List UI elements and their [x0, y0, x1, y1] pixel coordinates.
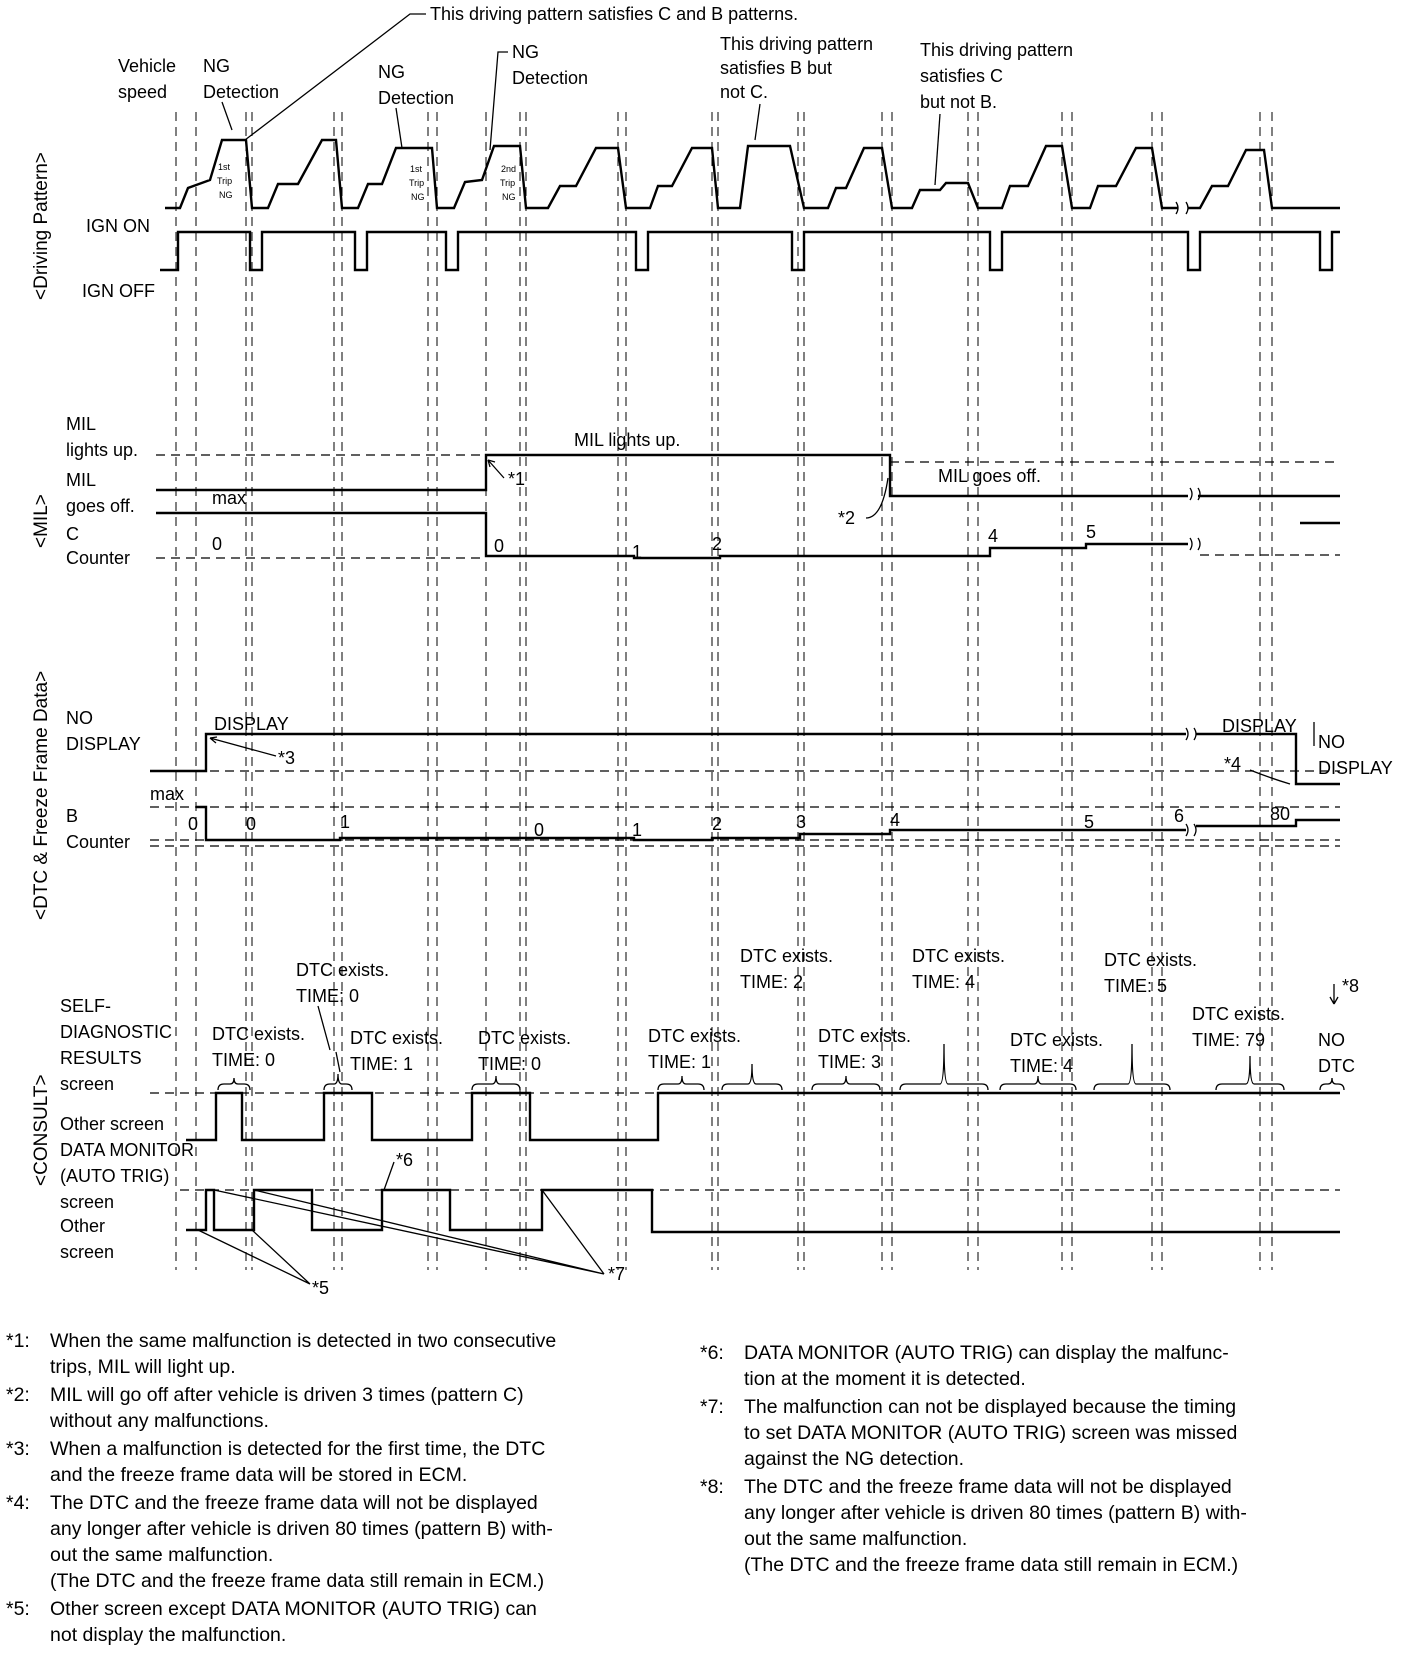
star-6: *6 — [396, 1150, 414, 1170]
mil-lights-up-label: MIL — [66, 414, 97, 434]
axis-break-icon — [1190, 488, 1200, 550]
b-counter-value: 3 — [796, 812, 807, 832]
footnote-line: The DTC and the freeze frame data will not be displayed — [744, 1476, 1232, 1498]
ng-detection-1: Detection — [203, 82, 280, 102]
b-counter-trace — [196, 807, 1340, 840]
footnote-key: *7: — [700, 1396, 724, 1418]
star4-leader — [1250, 770, 1290, 784]
footnote-line: not display the malfunction. — [50, 1624, 287, 1646]
footnote — [6, 1436, 666, 1488]
no-display-label: DISPLAY — [66, 734, 141, 754]
mil-section-label: <MIL> — [31, 494, 52, 548]
b-counter-value: 0 — [246, 814, 257, 834]
star6-leader — [384, 1162, 394, 1190]
star8-arrow — [1330, 984, 1338, 1004]
display-right-label: DISPLAY — [1222, 716, 1297, 736]
dtc-exists-label: DTC exists. — [212, 1024, 306, 1044]
dtc-exists-label: TIME: 3 — [818, 1052, 882, 1072]
dtc-exists-label: DTC exists. — [912, 946, 1006, 966]
footnote-line: any longer after vehicle is driven 80 times (pattern B) with- — [50, 1518, 553, 1540]
footnote-text — [50, 1596, 666, 1648]
dtc-exists-label: TIME: 0 — [478, 1054, 542, 1074]
star-4: *4 — [1224, 754, 1242, 774]
vehicle-speed-trace — [165, 140, 1340, 208]
footnote-text — [744, 1394, 1390, 1472]
mil-goes-off-label: MIL — [66, 470, 97, 490]
axis-break-icon — [1176, 202, 1188, 214]
trip-ng-label: Trip — [409, 178, 425, 188]
b-counter-value: 5 — [1084, 812, 1095, 832]
footnote-key: *2: — [6, 1384, 30, 1406]
b-counter-label: Counter — [66, 832, 131, 852]
footnote-line: MIL will go off after vehicle is driven 3 times (pattern C) — [50, 1384, 524, 1406]
star-3: *3 — [278, 748, 296, 768]
dtc-exists-label: TIME: 4 — [1010, 1056, 1074, 1076]
ng-detection-2: NG — [378, 62, 405, 82]
mil-goes-off-text: MIL goes off. — [938, 466, 1042, 486]
trip-ng-label: 2nd — [501, 164, 517, 174]
footnotes-right — [700, 1340, 1390, 1580]
mil-goes-off-label: goes off. — [66, 496, 135, 516]
c-counter-value: 1 — [632, 542, 643, 562]
footnote-line: Other screen except DATA MONITOR (AUTO TRIG) can — [50, 1598, 537, 1620]
data-monitor-label: DATA MONITOR — [60, 1140, 195, 1160]
no-dtc-label: NO — [1318, 1030, 1345, 1050]
ng-detection-3: Detection — [512, 68, 589, 88]
footnote-key: *8: — [700, 1476, 724, 1498]
axis-break-icon — [1186, 728, 1196, 836]
footnote — [700, 1340, 1390, 1392]
footnote-line: any longer after vehicle is driven 80 times (pattern B) with- — [744, 1502, 1247, 1524]
footnote-line: (The DTC and the freeze frame data still remain in ECM.) — [50, 1570, 545, 1592]
callout-c-not-b: satisfies C — [920, 66, 1004, 86]
no-display-right-label: NO — [1318, 732, 1345, 752]
vehicle-speed-label: speed — [118, 82, 168, 102]
callout-leader-line — [396, 108, 402, 148]
callout-leader-line — [935, 114, 940, 185]
b-counter-value: 0 — [534, 820, 545, 840]
dtc-exists-label: DTC exists. — [740, 946, 834, 966]
dtc-exists-label: TIME: 1 — [648, 1052, 712, 1072]
c-counter-value: 5 — [1086, 522, 1097, 542]
b-counter-value: 2 — [712, 814, 723, 834]
dtc-exists-leader — [318, 1006, 340, 1072]
footnote-line: out the same malfunction. — [50, 1544, 274, 1566]
footnote — [6, 1382, 666, 1434]
footnote-line: (The DTC and the freeze frame data still remain in ECM.) — [744, 1554, 1239, 1576]
footnote-text — [744, 1340, 1390, 1392]
dtc-exists-label: TIME: 4 — [912, 972, 976, 992]
dtc-exists-label: DTC exists. — [1010, 1030, 1104, 1050]
dtc-exists-label: TIME: 5 — [1104, 976, 1168, 996]
data-monitor-label: screen — [60, 1192, 115, 1212]
b-counter-label: B — [66, 806, 79, 826]
footnote-text — [50, 1436, 666, 1488]
c-counter-value: 0 — [212, 534, 223, 554]
other-screen2-label: screen — [60, 1242, 115, 1262]
footnote-line: DATA MONITOR (AUTO TRIG) can display the malfunc- — [744, 1342, 1229, 1364]
c-counter-label: C — [66, 524, 79, 544]
dtc-exists-label: DTC exists. — [1104, 950, 1198, 970]
footnote-text — [50, 1382, 666, 1434]
guide-lines — [176, 112, 1272, 1270]
footnotes-left — [6, 1328, 666, 1650]
footnote — [6, 1328, 666, 1380]
star-1: *1 — [508, 469, 526, 489]
dtc-exists-label: DTC exists. — [818, 1026, 912, 1046]
b-counter-value: 6 — [1174, 806, 1185, 826]
callout-b-not-c: This driving pattern — [720, 34, 874, 54]
star5-leader — [198, 1230, 310, 1284]
dtc-exists-label: DTC exists. — [350, 1028, 444, 1048]
footnote-line: tion at the moment it is detected. — [744, 1368, 1026, 1390]
callout-leader-line — [222, 102, 232, 130]
b-counter-value: 0 — [188, 814, 199, 834]
mil-lights-up-label: lights up. — [66, 440, 139, 460]
star2-leader — [866, 478, 888, 518]
b-counter-value: 4 — [890, 810, 901, 830]
no-dtc-label: DTC — [1318, 1056, 1355, 1076]
dtc-exists-label: DTC exists. — [296, 960, 390, 980]
trip-ng-label: NG — [502, 192, 516, 202]
self-diag-trace — [186, 1093, 1340, 1140]
b-counter-value: 1 — [632, 820, 643, 840]
footnote-key: *4: — [6, 1492, 30, 1514]
footnote-text — [50, 1328, 666, 1380]
ng-detection-3: NG — [512, 42, 539, 62]
star3-leader — [210, 737, 276, 756]
consult-section-label: <CONSULT> — [31, 1074, 52, 1186]
data-monitor-trace — [186, 1190, 1340, 1232]
callout-b-not-c: not C. — [720, 82, 769, 102]
dtc-exists-label: TIME: 2 — [740, 972, 804, 992]
footnote-key: *6: — [700, 1342, 724, 1364]
footnote-line: When a malfunction is detected for the first time, the DTC — [50, 1438, 546, 1460]
no-display-right-label: DISPLAY — [1318, 758, 1393, 778]
b-counter-max-label: max — [150, 784, 185, 804]
trip-ng-label: 1st — [410, 164, 423, 174]
footnote-key: *1: — [6, 1330, 30, 1352]
ng-detection-2: Detection — [378, 88, 455, 108]
b-counter-value: 80 — [1270, 804, 1291, 824]
ign-on-label: IGN ON — [86, 216, 151, 236]
callout-leader-line — [490, 52, 508, 150]
footnote-text — [744, 1474, 1390, 1578]
dtc-exists-label: DTC exists. — [478, 1028, 572, 1048]
c-counter-max-label: max — [212, 488, 247, 508]
ng-detection-1: NG — [203, 56, 230, 76]
footnote-key: *5: — [6, 1598, 30, 1620]
callout-leader-line — [755, 104, 760, 140]
star7-leader — [214, 1190, 604, 1274]
callout-c-and-b: This driving pattern satisfies C and B patterns. — [430, 4, 799, 24]
self-diag-label: SELF- — [60, 996, 112, 1016]
vehicle-speed-label: Vehicle — [118, 56, 177, 76]
star-2: *2 — [838, 508, 856, 528]
footnote-text — [50, 1490, 666, 1594]
star-5: *5 — [312, 1278, 330, 1298]
footnote-key: *3: — [6, 1438, 30, 1460]
footnote — [700, 1474, 1390, 1578]
trip-ng-label: 1st — [218, 162, 231, 172]
dtc-exists-label: TIME: 1 — [350, 1054, 414, 1074]
trip-ng-label: NG — [411, 192, 425, 202]
dtc-exists-label: TIME: 0 — [212, 1050, 276, 1070]
dtc-section-label: <DTC & Freeze Frame Data> — [31, 670, 52, 920]
c-counter-value: 2 — [712, 534, 723, 554]
callout-c-not-b: but not B. — [920, 92, 998, 112]
self-diag-label: RESULTS — [60, 1048, 142, 1068]
footnote-line: out the same malfunction. — [744, 1528, 968, 1550]
footnote — [6, 1490, 666, 1594]
trip-ng-label: NG — [219, 190, 233, 200]
footnote-line: trips, MIL will light up. — [50, 1356, 236, 1378]
footnote-line: against the NG detection. — [744, 1448, 965, 1470]
footnote — [6, 1596, 666, 1648]
footnote-line: and the freeze frame data will be stored in ECM. — [50, 1464, 468, 1486]
star1-leader — [488, 460, 504, 478]
callout-c-not-b: This driving pattern — [920, 40, 1074, 60]
c-counter-value: 4 — [988, 526, 999, 546]
self-diag-label: DIAGNOSTIC — [60, 1022, 173, 1042]
other-screen2-label: Other — [60, 1216, 106, 1236]
driving-section-label: <Driving Pattern> — [31, 152, 52, 300]
dtc-exists-label: DTC exists. — [1192, 1004, 1286, 1024]
ign-off-label: IGN OFF — [82, 281, 155, 301]
display-label: DISPLAY — [214, 714, 289, 734]
trip-ng-label: Trip — [500, 178, 516, 188]
c-counter-label: Counter — [66, 548, 131, 568]
callout-b-not-c: satisfies B but — [720, 58, 833, 78]
self-diag-label: screen — [60, 1074, 115, 1094]
footnote-line: to set DATA MONITOR (AUTO TRIG) screen was missed — [744, 1422, 1238, 1444]
star-8: *8 — [1342, 976, 1360, 996]
ign-trace — [160, 232, 1340, 270]
footnote — [700, 1394, 1390, 1472]
dtc-exists-label: DTC exists. — [648, 1026, 742, 1046]
dtc-exists-label: TIME: 0 — [296, 986, 360, 1006]
no-display-label: NO — [66, 708, 93, 728]
footnote-line: The malfunction can not be displayed because the timing — [744, 1396, 1237, 1418]
footnote-line: without any malfunctions. — [50, 1410, 269, 1432]
footnote-line: When the same malfunction is detected in two consecutive — [50, 1330, 557, 1352]
data-monitor-label: (AUTO TRIG) — [60, 1166, 170, 1186]
dtc-exists-label: TIME: 79 — [1192, 1030, 1266, 1050]
star-7: *7 — [608, 1264, 626, 1284]
footnote-line: The DTC and the freeze frame data will not be displayed — [50, 1492, 538, 1514]
c-counter-value: 0 — [494, 536, 505, 556]
b-counter-value: 1 — [340, 812, 351, 832]
other-screen-label: Other screen — [60, 1114, 165, 1134]
mil-lights-up-text: MIL lights up. — [574, 430, 681, 450]
trip-ng-label: Trip — [217, 176, 233, 186]
